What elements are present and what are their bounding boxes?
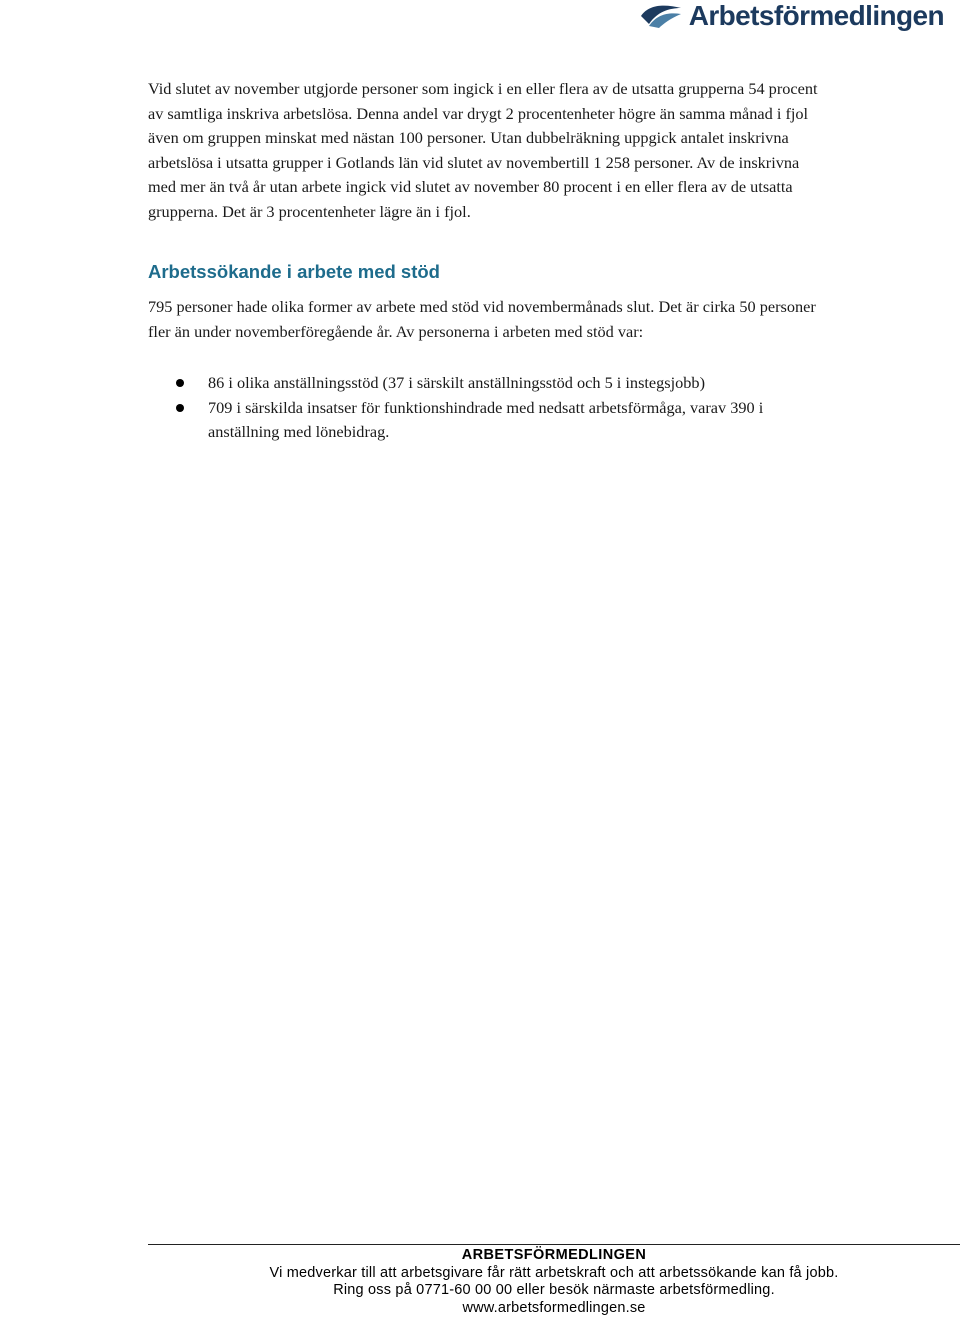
list-item-text: 709 i särskilda insatser för funktionshindrade med nedsatt arbetsförmåga, varav 390 i anställning med lönebidrag. — [208, 398, 763, 442]
arbetsformedlingen-logo-icon — [639, 2, 683, 30]
list-item — [148, 371, 828, 396]
intro-paragraph: Vid slutet av november utgjorde personer som ingick i en eller flera av de utsatta grupperna 54 procent av samtliga inskriva arbetslösa. Denna andel var drygt 2 procentenheter högre än samma månad i fjol även om gruppen minskat med nästan 100 personer. Utan dubbelräkning uppgick antalet inskrivna arbetslösa i utsatta grupper i Gotlands län vid slutet av novembertill 1 258 personer. Av de inskrivna med mer än två år utan arbete ingick vid slutet av november 80 procent i en eller flera av de utsatta grupperna. Det är 3 procentenheter lägre än i fjol. — [148, 77, 828, 224]
bullet-icon — [176, 404, 184, 412]
logo — [639, 2, 944, 30]
footer-website-link[interactable]: www.arbetsformedlingen.se — [148, 1300, 960, 1317]
main-content — [148, 77, 828, 445]
list-item-text: 86 i olika anställningsstöd (37 i särskilt anställningsstöd och 5 i instegsjobb) — [208, 373, 705, 392]
support-paragraph: 795 personer hade olika former av arbete med stöd vid novembermånads slut. Det är cirka 50 personer fler än under novemberföregående år. Av personerna i arbeten med stöd var: — [148, 295, 828, 344]
bullet-icon — [176, 379, 184, 387]
footer-title: ARBETSFÖRMEDLINGEN — [148, 1247, 960, 1265]
page-footer — [148, 1244, 960, 1317]
footer-contact: Ring oss på 0771-60 00 00 eller besök närmaste arbetsförmedling. — [148, 1282, 960, 1300]
section-heading: Arbetssökande i arbete med stöd — [148, 260, 828, 284]
support-list — [148, 371, 828, 445]
logo-text: Arbetsförmedlingen — [689, 2, 944, 30]
list-item — [148, 396, 828, 445]
footer-tagline: Vi medverkar till att arbetsgivare får rätt arbetskraft och att arbetssökande kan få jobb. — [148, 1265, 960, 1283]
